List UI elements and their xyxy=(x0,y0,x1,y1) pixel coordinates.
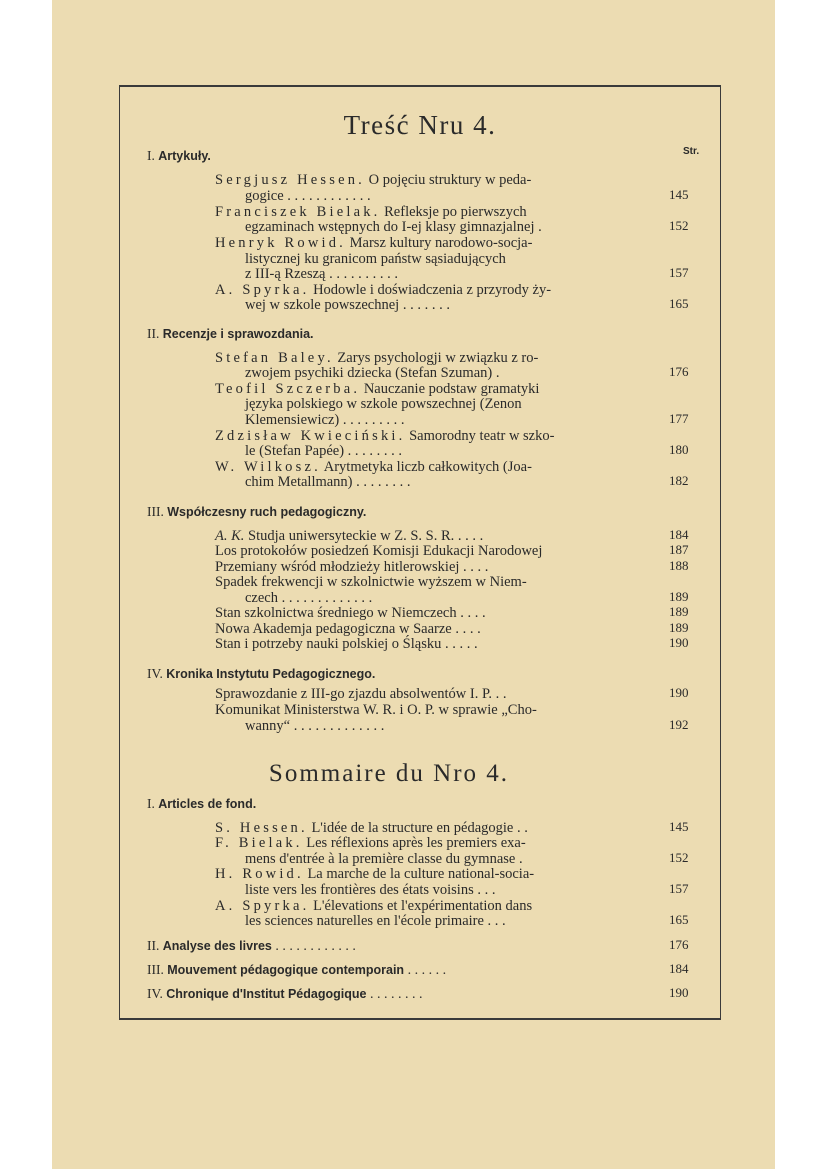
page-number: 157 xyxy=(669,881,689,896)
toc-line: les sciences naturelles en l'école primaire . . . xyxy=(245,913,506,929)
toc-line: z III-ą Rzeszą . . . . . . . . . . xyxy=(245,266,398,282)
toc-line: Stan i potrzeby nauki polskiej o Śląsku . . . . . xyxy=(215,636,478,652)
heading-polish: Treść Nru 4. xyxy=(343,110,497,140)
page-number: 192 xyxy=(669,717,689,732)
page-number: 165 xyxy=(669,296,689,311)
section-recenzje xyxy=(147,326,314,342)
toc-line: H. Rowid. La marche de la culture national-socia- xyxy=(215,866,535,882)
toc-line: czech . . . . . . . . . . . . . xyxy=(245,590,373,606)
page-number: 187 xyxy=(669,542,689,557)
page-number: 176 xyxy=(669,364,689,379)
page-number: 157 xyxy=(669,265,689,280)
page-number: 152 xyxy=(669,218,689,233)
page-number: 184 xyxy=(669,961,689,976)
toc-line: gogice . . . . . . . . . . . . xyxy=(245,188,371,204)
page-number: 189 xyxy=(669,620,689,635)
section-wspolczesny xyxy=(147,504,366,520)
section-title: Współczesny ruch pedagogiczny. xyxy=(167,505,367,519)
section-number: IV. xyxy=(147,666,163,681)
toc-line: Nowa Akademja pedagogiczna w Saarze . . . . xyxy=(215,621,481,637)
section-title: Kronika Instytutu Pedagogicznego. xyxy=(166,667,376,681)
toc-line: S. Hessen. L'idée de la structure en pédagogie . . xyxy=(215,820,528,836)
toc-line: egzaminach wstępnych do I-ej klasy gimnazjalnej . xyxy=(245,219,542,235)
toc-line: liste vers les frontières des états voisins . . . xyxy=(245,882,496,898)
toc-line: Komunikat Ministerstwa W. R. i O. P. w sprawie „Cho- xyxy=(215,702,537,718)
toc-line: A. Spyrka. L'élevations et l'expérimentation dans xyxy=(215,898,533,914)
section-number: II. xyxy=(147,326,160,341)
toc-line: Stan szkolnictwa średniego w Niemczech . . . . xyxy=(215,605,486,621)
toc-line: Sergjusz Hessen. O pojęciu struktury w peda- xyxy=(215,172,532,188)
toc-line: mens d'entrée à la première classe du gymnase . xyxy=(245,851,523,867)
section-number: I. xyxy=(147,148,155,163)
section-number: I. xyxy=(147,796,155,811)
toc-line: Klemensiewicz) . . . . . . . . . xyxy=(245,412,405,428)
toc-line: Franciszek Bielak. Refleksje po pierwszych xyxy=(215,204,527,220)
section-number: III. xyxy=(147,504,164,519)
page-number: 182 xyxy=(669,473,689,488)
section-kronika xyxy=(147,666,375,682)
toc-line: zwojem psychiki dziecka (Stefan Szuman) . xyxy=(245,365,500,381)
toc-line: wej w szkole powszechnej . . . . . . . xyxy=(245,297,450,313)
heading-french: Sommaire du Nro 4. xyxy=(268,760,510,787)
toc-line: listycznej ku granicom państw sąsiadujących xyxy=(245,251,506,267)
toc-line: Przemiany wśród młodzieży hitlerowskiej . . . . xyxy=(215,559,489,575)
section-title: Recenzje i sprawozdania. xyxy=(162,327,314,341)
toc-line: F. Bielak. Les réflexions après les premiers exa- xyxy=(215,835,526,851)
toc-line: chim Metallmann) . . . . . . . . xyxy=(245,474,411,490)
section-mouvement: III. Mouvement pédagogique contemporain . . . . . . xyxy=(147,962,447,978)
page-number: 180 xyxy=(669,442,689,457)
toc-line: le (Stefan Papée) . . . . . . . . xyxy=(245,443,403,459)
section-chronique: IV. Chronique d'Institut Pédagogique . . . . . . . . xyxy=(147,986,423,1002)
page-number: 145 xyxy=(669,187,689,202)
page-number: 188 xyxy=(669,558,689,573)
page-number: 177 xyxy=(669,411,689,426)
page-number: 189 xyxy=(669,589,689,604)
section-title: Articles de fond. xyxy=(158,797,257,811)
page-number: 190 xyxy=(669,985,689,1000)
page-column-label: Str. xyxy=(683,146,700,157)
toc-line: Spadek frekwencji w szkolnictwie wyższem w Niem- xyxy=(215,574,527,590)
toc-line: wanny“ . . . . . . . . . . . . . xyxy=(245,718,385,734)
page-number: 145 xyxy=(669,819,689,834)
toc-line: Teofil Szczerba. Nauczanie podstaw gramatyki xyxy=(215,381,540,397)
toc-line: Los protokołów posiedzeń Komisji Edukacji Narodowej xyxy=(215,543,543,559)
section-articles-de-fond xyxy=(147,796,256,812)
page-number: 189 xyxy=(669,604,689,619)
toc-line: języka polskiego w szkole powszechnej (Zenon xyxy=(245,396,522,412)
toc-line: A. K. Studja uniwersyteckie w Z. S. S. R. . . . . xyxy=(215,528,484,544)
section-analyse: II. Analyse des livres . . . . . . . . . . . . xyxy=(147,938,356,954)
toc-line: A. Spyrka. Hodowle i doświadczenia z przyrody ży- xyxy=(215,282,552,298)
toc-line: Sprawozdanie z III-go zjazdu absolwentów I. P. . . xyxy=(215,686,507,702)
page-number: 190 xyxy=(669,685,689,700)
section-artykuly xyxy=(147,148,211,164)
section-title: Artykuły. xyxy=(158,149,211,163)
toc-line: Stefan Baley. Zarys psychologji w związku z ro- xyxy=(215,350,539,366)
toc-line: W. Wilkosz. Arytmetyka liczb całkowitych (Joa- xyxy=(215,459,532,475)
toc-line: Zdzisław Kwieciński. Samorodny teatr w szko- xyxy=(215,428,555,444)
toc-line: Henryk Rowid. Marsz kultury narodowo-socja- xyxy=(215,235,533,251)
page-number: 176 xyxy=(669,937,689,952)
page-number: 184 xyxy=(669,527,689,542)
page-number: 190 xyxy=(669,635,689,650)
page-number: 152 xyxy=(669,850,689,865)
page-number: 165 xyxy=(669,912,689,927)
